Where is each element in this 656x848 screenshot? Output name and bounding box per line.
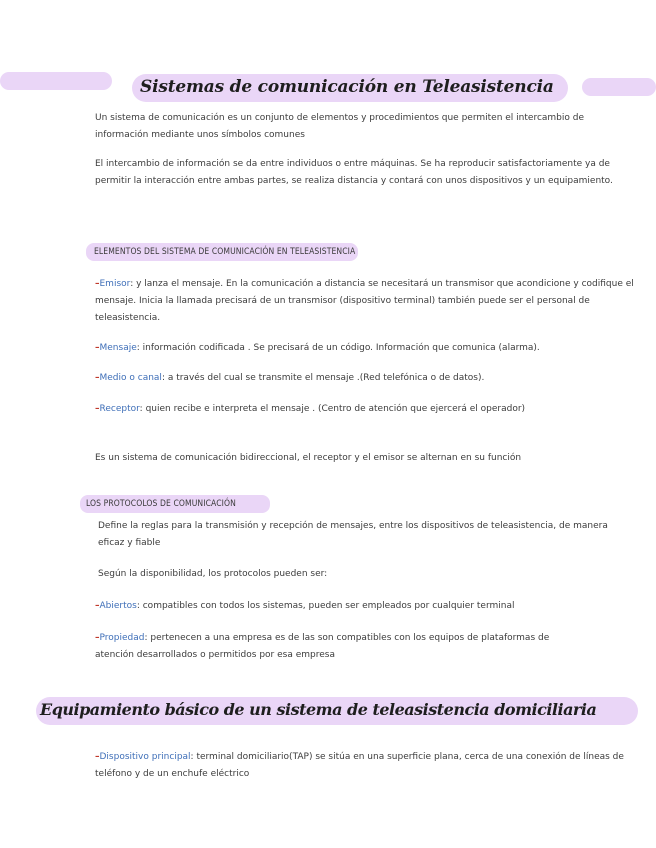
list-item-propiedad <box>95 630 585 664</box>
desc-propiedad: : pertenecen a una empresa es de las son compatibles con los equipos de plataformas de atención desarrollados o permitidos por esa empresa <box>95 633 550 660</box>
section2-intro: Define la reglas para la transmisión y recepción de mensajes, entre los dispositivos de teleasistencia, de manera eficaz y fiable <box>98 521 608 548</box>
list-item-receptor <box>95 401 643 418</box>
desc-emisor: : y lanza el mensaje. En la comunicación a distancia se necesitará un transmisor que acondicione y codifique el mensaje. Inicia la llamada precisará de un transmisor (dispositivo terminal) también puede ser el personal de teleasistencia. <box>95 279 634 323</box>
term-medio: Medio o canal <box>99 373 162 383</box>
bullet-dash: – <box>95 752 100 762</box>
term-receptor: Receptor <box>99 404 140 414</box>
desc-medio: : a través del cual se transmite el mensaje .(Red telefónica o de datos). <box>161 373 485 383</box>
desc-receptor: : quien recibe e interpreta el mensaje . (Centro de atención que ejercerá el operador) <box>139 404 526 414</box>
list-item-medio <box>95 370 643 387</box>
bullet-dash: – <box>95 633 100 643</box>
desc-abiertos: : compatibles con todos los sistemas, pueden ser empleados por cualquier terminal <box>136 601 515 611</box>
intro-paragraph-1: Un sistema de comunicación es un conjunto de elementos y procedimientos que permiten el intercambio de información mediante unos símbolos comunes <box>95 113 585 140</box>
bullet-dash: – <box>95 343 100 353</box>
bullet-dash: – <box>95 373 100 383</box>
desc-dispositivo: : terminal domiciliario(TAP) se sitúa en una superficie plana, cerca de una conexión de líneas de teléfono y de un enchufe eléctrico <box>95 752 624 779</box>
section-title-equipamiento: Equipamiento básico de un sistema de teleasistencia domiciliaria <box>40 700 597 719</box>
page-title: Sistemas de comunicación en Teleasistencia <box>140 77 554 97</box>
term-propiedad: Propiedad <box>99 633 145 643</box>
term-dispositivo: Dispositivo principal <box>99 752 191 762</box>
list-item-dispositivo <box>95 749 635 783</box>
section2-lead: Según la disponibilidad, los protocolos pueden ser: <box>98 569 328 579</box>
bullet-dash: – <box>95 404 100 414</box>
bullet-dash: – <box>95 601 100 611</box>
section1-heading: ELEMENTOS DEL SISTEMA DE COMUNICACIÓN EN TELEASISTENCIA <box>94 247 356 257</box>
title1-highlight-left <box>0 72 112 90</box>
list-item-emisor <box>95 276 643 327</box>
desc-mensaje: : información codificada . Se precisará de un código. Información que comunica (alarma). <box>136 343 540 353</box>
section1-note: Es un sistema de comunicación bidireccional, el receptor y el emisor se alternan en su función <box>95 453 522 463</box>
term-abiertos: Abiertos <box>99 601 137 611</box>
intro-paragraph-2: El intercambio de información se da entre individuos o entre máquinas. Se ha reproducir satisfactoriamente ya de permitir la interacción entre ambas partes, se realiza distancia y contará con unos dispositivos y un equipamiento. <box>95 159 613 186</box>
section2-heading: LOS PROTOCOLOS DE COMUNICACIÓN <box>86 499 236 509</box>
bullet-dash: – <box>95 279 100 289</box>
term-emisor: Emisor <box>99 279 131 289</box>
title1-highlight-right <box>582 78 656 96</box>
list-item-mensaje <box>95 340 643 357</box>
term-mensaje: Mensaje <box>99 343 137 353</box>
list-item-abiertos <box>95 598 635 615</box>
